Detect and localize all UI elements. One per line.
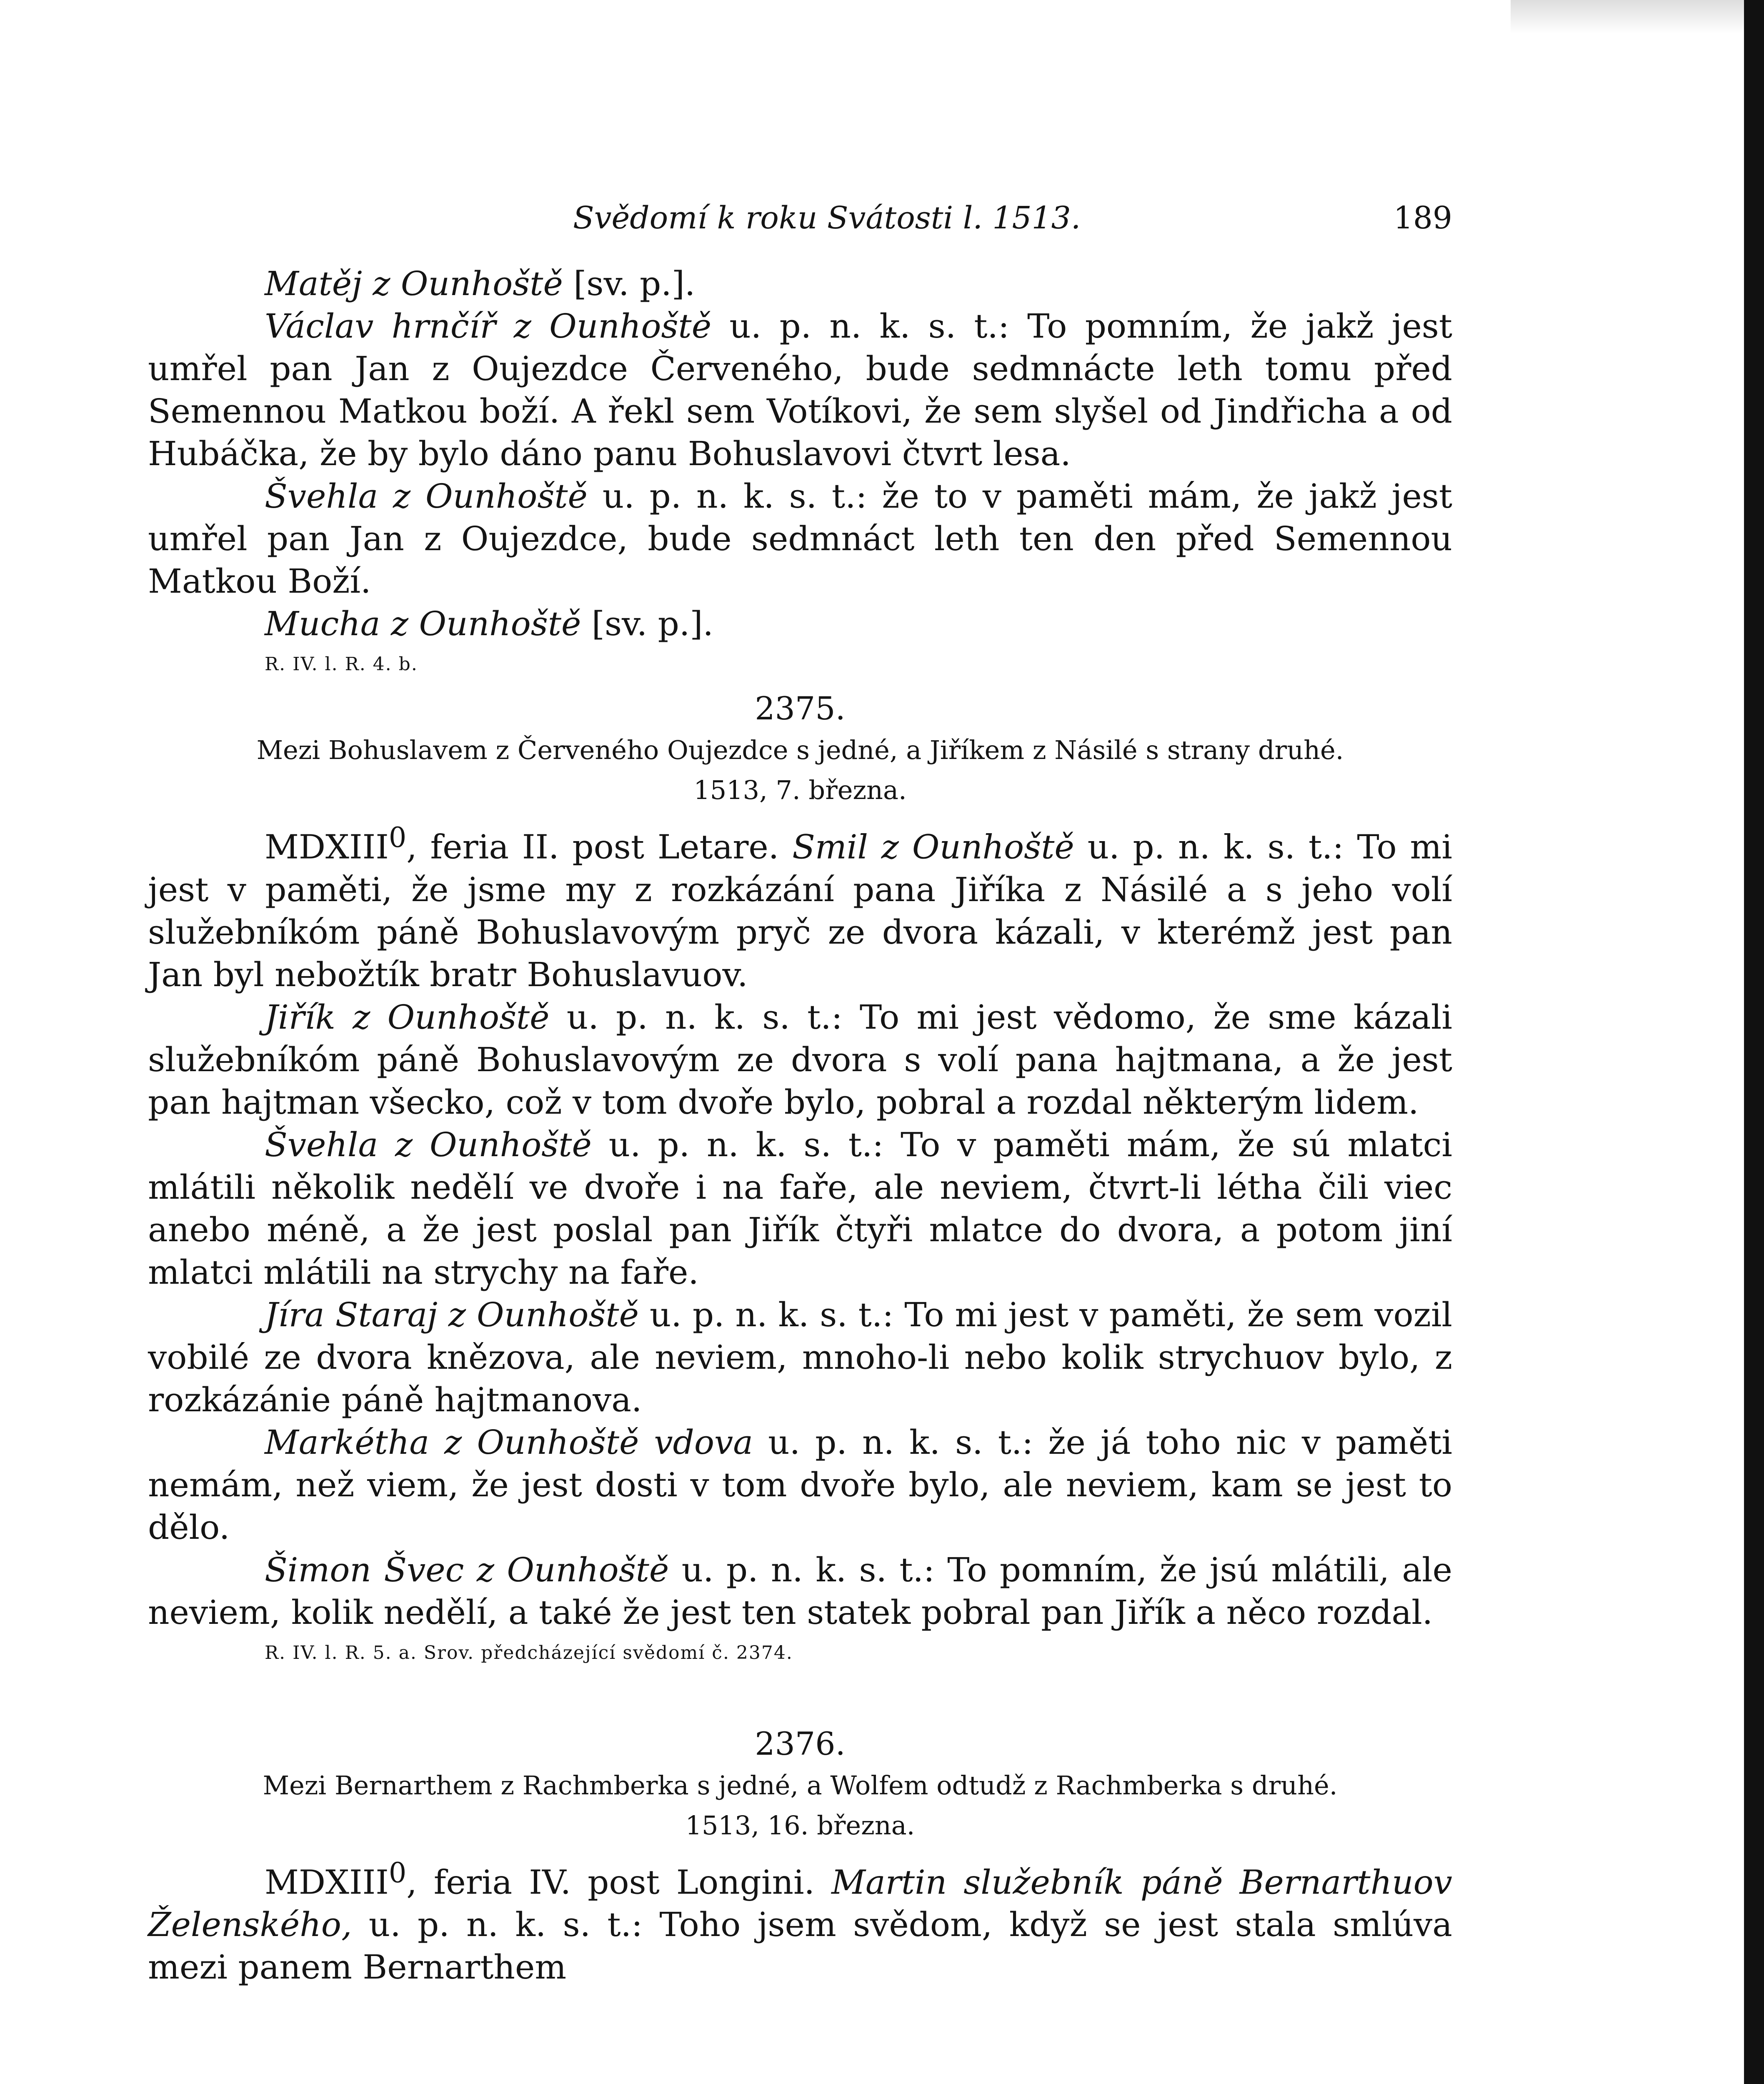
testimony-paragraph	[148, 1421, 1452, 1549]
testimony-text: u. p. n. k. s. t.: To v paměti mám, že sú mlatci mlátili několik nedělí ve dvoře i na faře, ale neviem, čtvrt-li létha čili viec anebo méně, a že jest poslal pan Jiřík čtyři mlatce do dvora, a potom jiní mlatci mlátili na strychy na faře.	[148, 1125, 1453, 1292]
record-summary: Mezi Bohuslavem z Červeného Oujezdce s jedné, a Jiříkem z Násilé s strany druhé.	[256, 735, 1344, 765]
witness-name: Smil z Ounhoště	[792, 827, 1074, 867]
record-date: 1513, 16. března.	[685, 1810, 915, 1841]
book-page	[148, 200, 1452, 1989]
testimony-paragraph	[148, 305, 1452, 475]
testimony-text: u. p. n. k. s. t.: To mi jest v paměti, že sem vozil vobilé ze dvora knězova, ale neviem, mnoho-li nebo kolik strychuov bylo, z rozkázánie páně hajtmanova.	[148, 1295, 1452, 1419]
source-reference: R. IV. l. R. 5. a. Srov. předcházející svědomí č. 2374.	[265, 1642, 793, 1663]
record-number: 2376.	[755, 1725, 846, 1762]
date-superscript: 0	[388, 821, 407, 854]
witness-name: Jiřík z Ounhoště	[265, 997, 550, 1037]
witness-name: Švehla z Ounhoště	[265, 1125, 592, 1164]
date-superscript: 0	[388, 1856, 407, 1889]
testimony-paragraph	[148, 1294, 1452, 1421]
witness-name: Jíra Staraj z Ounhoště	[265, 1295, 639, 1334]
testimony-text: u. p. n. k. s. t.: že to v paměti mám, že jakž jest umřel pan Jan z Oujezdce, bude sedmnáct leth ten den před Semennou Matkou Boží.	[148, 477, 1453, 601]
witness-name: Markétha z Ounhoště vdova	[265, 1423, 753, 1462]
testimony-text: u. p. n. k. s. t.: Toho jsem svědom, když se jest stala smlúva mezi panem Bernarthem	[148, 1905, 1452, 1987]
witness-name: Švehla z Ounhoště	[265, 477, 588, 516]
testimony-paragraph	[148, 1851, 1452, 1989]
page-header	[148, 200, 1452, 263]
witness-name: Šimon Švec z Ounhoště	[265, 1550, 669, 1589]
witness-name: Martin služebník páně Bernarthuov Želenského,	[148, 1863, 1453, 1944]
testimony-paragraph	[148, 1549, 1452, 1634]
page-number: 189	[1393, 200, 1452, 236]
running-title: Svědomí k roku Svátosti l. 1513.	[573, 200, 1081, 236]
scan-smudge	[1511, 0, 1744, 33]
source-reference: R. IV. l. R. 4. b.	[265, 654, 418, 675]
testimony-text: [sv. p.].	[581, 604, 713, 643]
testimony-text: u. p. n. k. s. t.: To mi jest vědomo, že sme kázali služebníkóm páně Bohuslavovým ze dvora s volí pana hajtmana, a že jest pan hajtman všecko, což v tom dvoře bylo, pobral a rozdal některým lidem.	[148, 997, 1452, 1122]
date-lead-rest: , feria II. post Letare.	[406, 827, 793, 867]
record-date: 1513, 7. března.	[693, 775, 907, 805]
testimony-paragraph	[148, 475, 1452, 603]
witness-name: Mucha z Ounhoště	[265, 604, 581, 643]
scan-border	[1744, 0, 1764, 2084]
witness-name: Václav hrnčíř z Ounhoště	[265, 307, 712, 346]
date-lead-rest: , feria IV. post Longini.	[406, 1863, 832, 1902]
testimony-paragraph	[148, 996, 1452, 1124]
testimony-text: [sv. p.].	[563, 264, 696, 303]
testimony-paragraph	[148, 816, 1452, 996]
testimony-paragraph	[148, 1124, 1452, 1294]
date-lead: MDXIII	[265, 827, 389, 867]
testimony-text: u. p. n. k. s. t.: To pomním, že jsú mlátili, ale neviem, kolik nedělí, a také že jest ten statek pobral pan Jiřík a něco rozdal.	[148, 1550, 1452, 1632]
testimony-paragraph	[148, 263, 1452, 305]
date-lead: MDXIII	[265, 1863, 389, 1902]
record-number: 2375.	[755, 690, 846, 727]
testimony-text: u. p. n. k. s. t.: To mi jest v paměti, že jsme my z rozkázání pana Jiříka z Násilé a s jeho volí služebníkóm páně Bohuslavovým pryč ze dvora kázali, v kterémž jest pan Jan byl nebožtík bratr Bohuslavuov.	[148, 827, 1452, 994]
testimony-text: u. p. n. k. s. t.: že já toho nic v paměti nemám, než viem, že jest dosti v tom dvoře bylo, ale neviem, kam se jest to dělo.	[148, 1423, 1452, 1547]
record-summary: Mezi Bernarthem z Rachmberka s jedné, a Wolfem odtudž z Rachmberka s druhé.	[263, 1770, 1338, 1801]
testimony-paragraph	[148, 603, 1452, 645]
testimony-text: u. p. n. k. s. t.: To pomním, že jakž jest umřel pan Jan z Oujezdce Červeného, bude sedmnácte leth tomu před Semennou Matkou boží. A řekl sem Votíkovi, že sem slyšel od Jindřicha a od Hubáčka, že by bylo dáno panu Bohuslavovi čtvrt lesa.	[148, 307, 1452, 473]
witness-name: Matěj z Ounhoště	[265, 264, 563, 303]
